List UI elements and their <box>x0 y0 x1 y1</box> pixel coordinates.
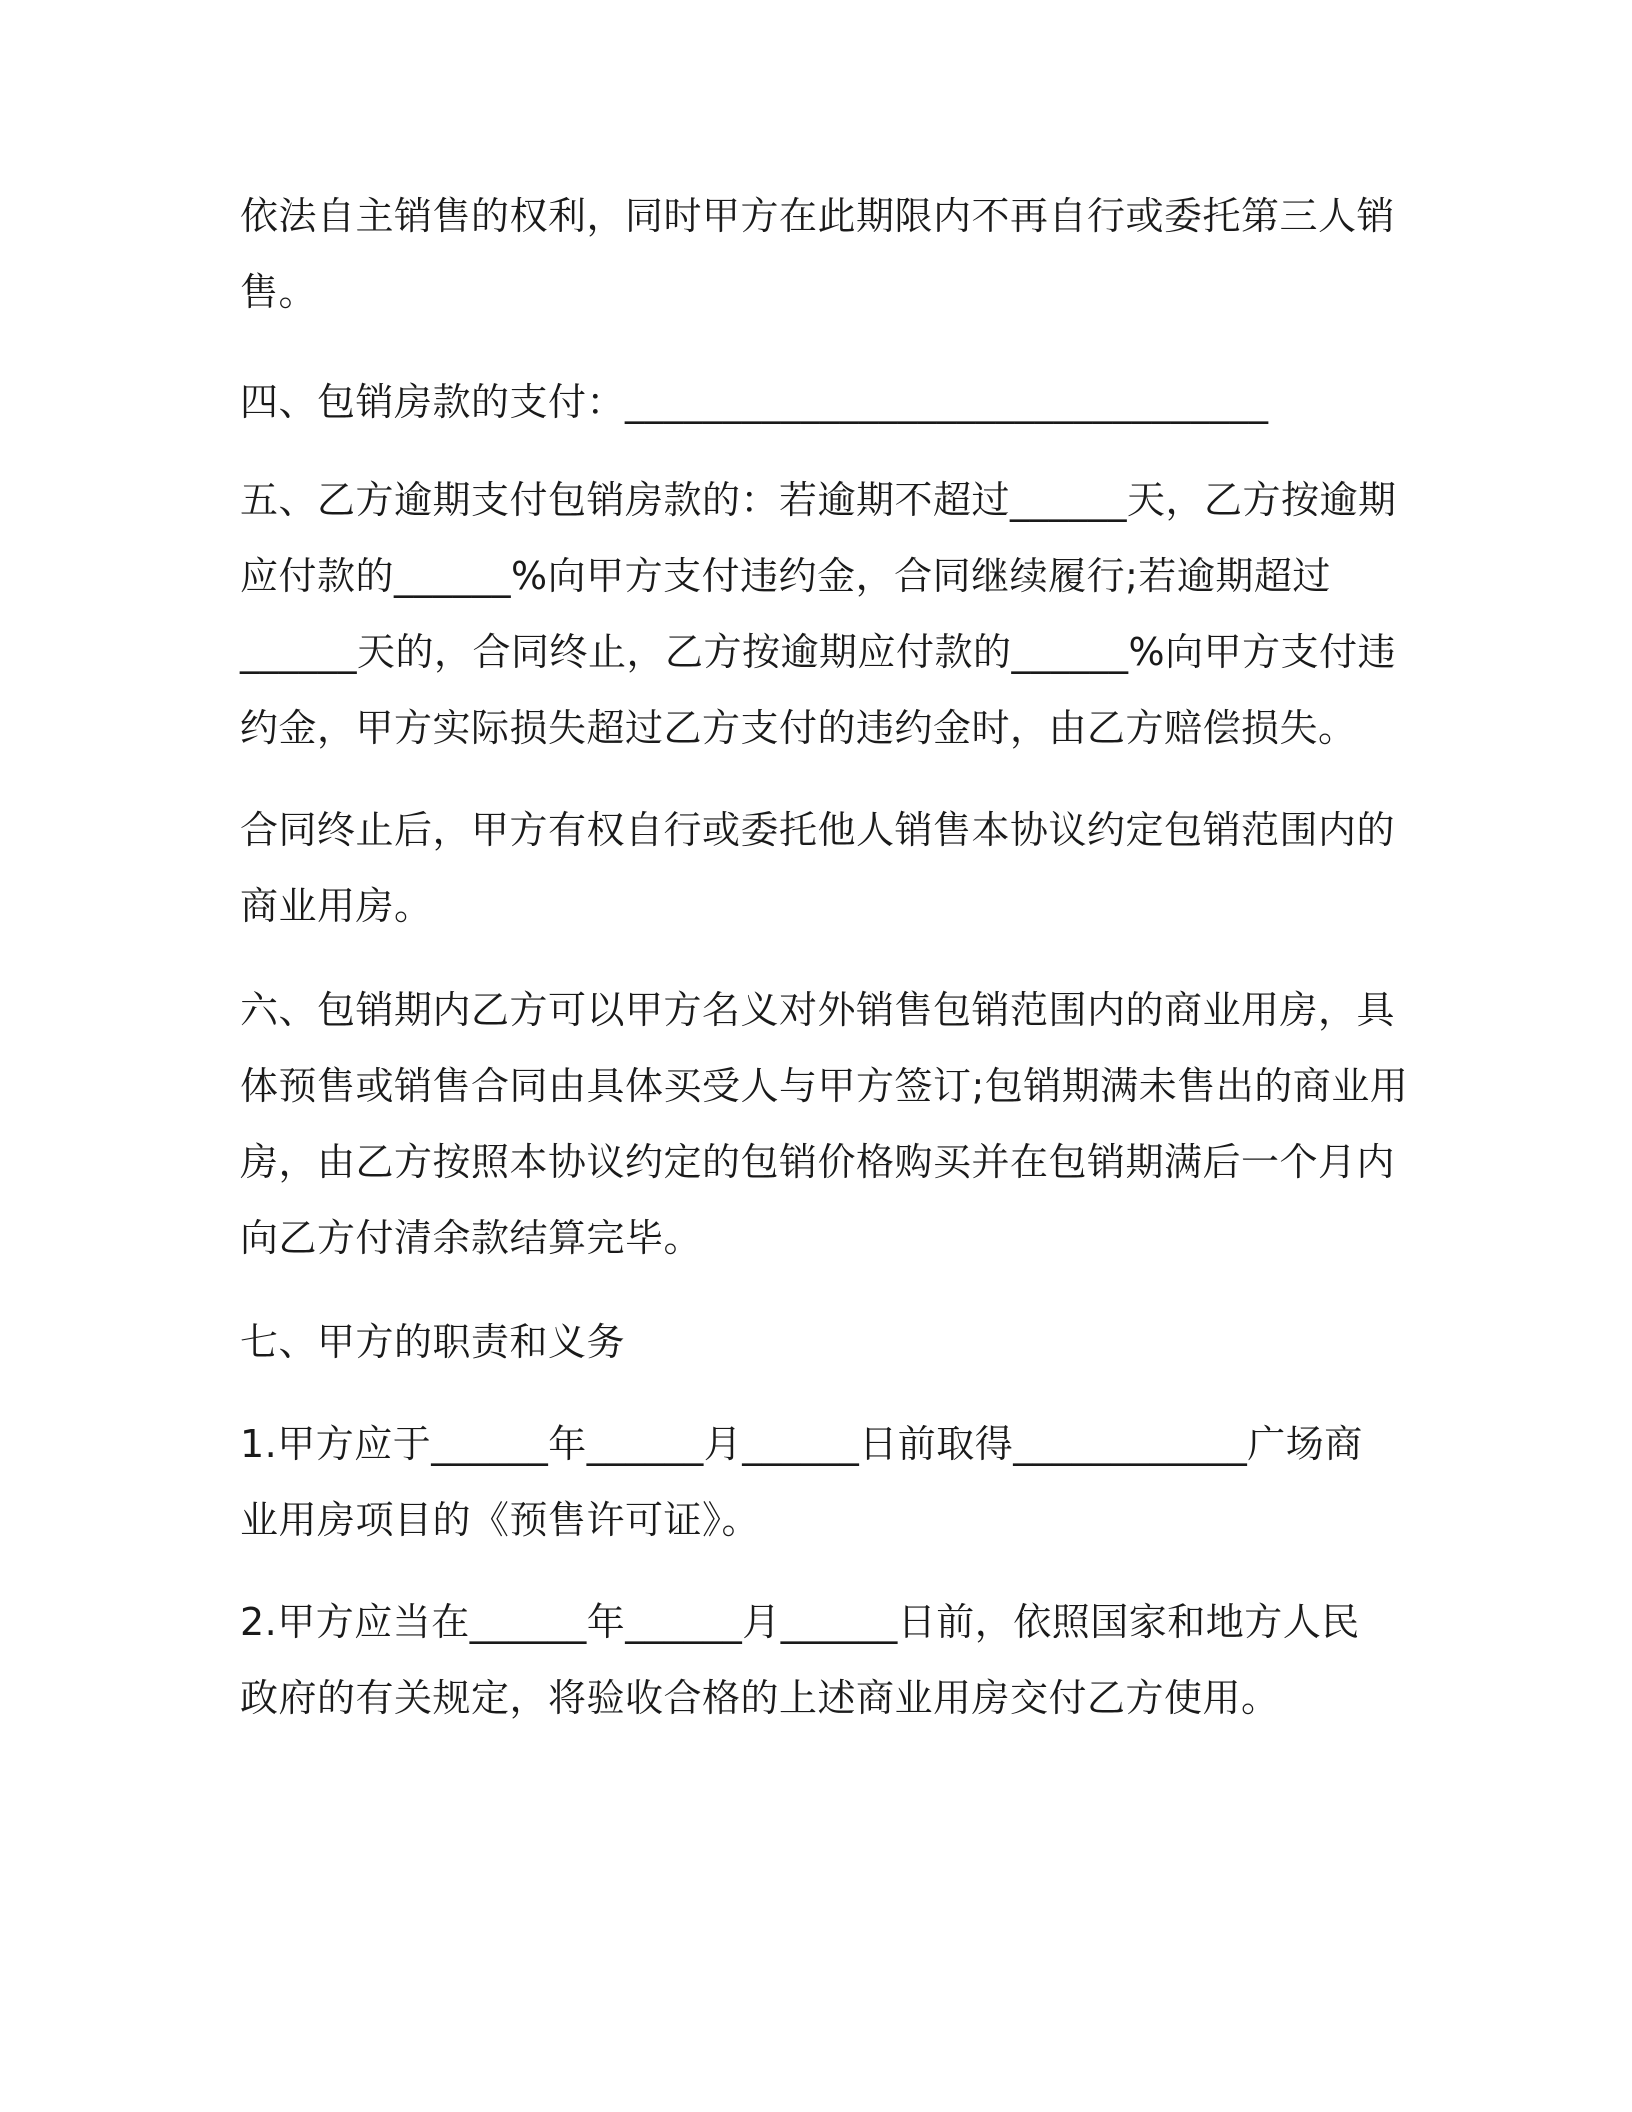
section-5-line-3: ______天的，合同终止，乙方按逾期应付款的______%向甲方支付违 <box>240 630 1397 674</box>
item-2-line-2: 政府的有关规定，将验收合格的上述商业用房交付乙方使用。 <box>240 1676 1280 1720</box>
section-4-payment-line: 四、包销房款的支付：_________________________________ <box>240 380 1269 424</box>
section-5-line-4: 约金，甲方实际损失超过乙方支付的违约金时，由乙方赔偿损失。 <box>240 706 1357 750</box>
paragraph-continuation-line-1: 依法自主销售的权利，同时甲方在此期限内不再自行或委托第三人销 <box>240 194 1396 238</box>
section-5-line-1: 五、乙方逾期支付包销房款的：若逾期不超过______天，乙方按逾期 <box>240 478 1397 522</box>
item-1-line-1: 1.甲方应于______年______月______日前取得____________广场商 <box>240 1422 1363 1466</box>
item-2-line-1: 2.甲方应当在______年______月______日前，依照国家和地方人民 <box>240 1600 1360 1644</box>
after-termination-line-1: 合同终止后，甲方有权自行或委托他人销售本协议约定包销范围内的 <box>240 808 1396 852</box>
document-page <box>240 0 1409 2112</box>
paragraph-continuation-line-2: 售。 <box>240 270 318 314</box>
item-1-line-2: 业用房项目的《预售许可证》。 <box>240 1498 761 1542</box>
section-6-line-2: 体预售或销售合同由具体买受人与甲方签订;包销期满未售出的商业用 <box>240 1064 1409 1108</box>
section-6-line-3: 房，由乙方按照本协议约定的包销价格购买并在包销期满后一个月内 <box>240 1140 1396 1184</box>
section-7-heading: 七、甲方的职责和义务 <box>240 1320 626 1364</box>
section-6-line-1: 六、包销期内乙方可以甲方名义对外销售包销范围内的商业用房，具 <box>240 988 1396 1032</box>
section-5-line-2: 应付款的______%向甲方支付违约金，合同继续履行;若逾期超过 <box>240 554 1331 598</box>
after-termination-line-2: 商业用房。 <box>240 884 433 928</box>
section-6-line-4: 向乙方付清余款结算完毕。 <box>240 1216 703 1260</box>
